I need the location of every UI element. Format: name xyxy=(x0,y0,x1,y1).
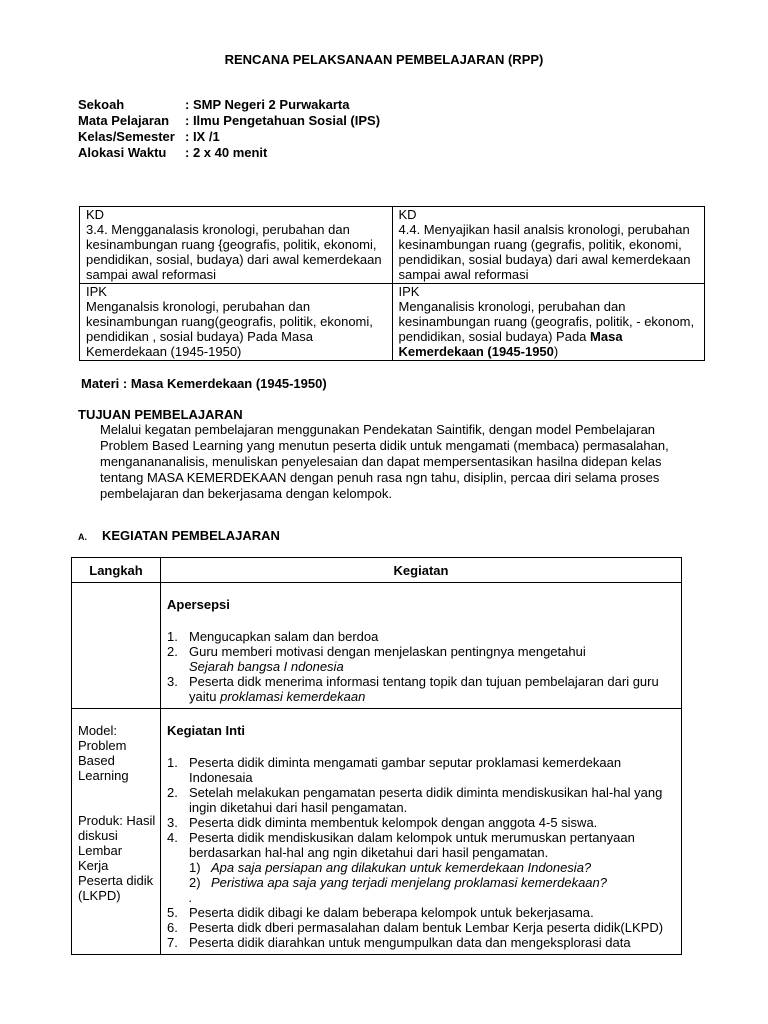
sub-question xyxy=(167,860,675,875)
identity-key: Alokasi Waktu xyxy=(78,145,167,160)
list-item xyxy=(167,629,675,644)
kd-ipk-table xyxy=(79,206,705,361)
apersepsi-title: Apersepsi xyxy=(167,597,230,612)
inti-list xyxy=(167,755,675,950)
section-marker: A. xyxy=(78,532,87,542)
page-title: RENCANA PELAKSANAAN PEMBELAJARAN (RPP) xyxy=(224,52,544,67)
kegiatan-table xyxy=(71,557,682,955)
ipk-label: IPK xyxy=(398,284,420,299)
item-number: 1. xyxy=(167,755,178,770)
apersepsi-cell xyxy=(161,583,682,709)
ipk-right-cell xyxy=(392,284,705,361)
list-item xyxy=(167,644,675,674)
list-item xyxy=(167,830,675,860)
ipk-text-b: Masa Kemerdekaan (1945-1950 xyxy=(398,329,623,359)
sub-text: Apa saja persiapan ang dilakukan untuk kemerdekaan Indonesia? xyxy=(211,860,592,875)
kd-text: 4.4. Menyajikan hasil analsis kronologi, perubahan kesinambungan ruang (gegrafis, politik, ekonomi, pendidikan, sosial budaya) dari awal kemerdekaan sampai awal reformasi xyxy=(398,222,691,282)
list-item xyxy=(167,815,675,830)
item-text: Peserta didik mendiskusikan dalam kelompok untuk merumuskan pertanyaan berdasarkan hal-hal ang ngin diketahui dari hasil pengamatan. xyxy=(189,830,635,860)
identity-value: : IX /1 xyxy=(185,129,220,144)
col-header-langkah: Langkah xyxy=(72,558,161,583)
list-item xyxy=(167,935,675,950)
ipk-text: Menganalsis kronologi, perubahan dan kesinambungan ruang(geografis, politik, ekonomi, pendidikan , sosial budaya) Pada Masa Kemerdekaan (1945-1950) xyxy=(86,299,373,359)
inti-title: Kegiatan Inti xyxy=(167,723,246,738)
langkah-cell-empty xyxy=(72,583,161,709)
list-item xyxy=(167,785,675,815)
kd-text: 3.4. Mengganalasis kronologi, perubahan dan kesinambungan ruang {geografis, politik, ekonomi, pendidikan, sosial, budaya) dari awal kemerdekaan sampai awal reformasi xyxy=(86,222,382,282)
model-label: Model: Problem Based Learning xyxy=(78,723,129,783)
kd-right-cell xyxy=(392,207,705,284)
ipk-text-c: ) xyxy=(553,344,559,359)
item-text: Peserta didik diminta mengamati gambar seputar proklamasi kemerdekaan Indonesaia xyxy=(189,755,622,785)
item-number: 2. xyxy=(167,644,178,659)
identity-row xyxy=(78,97,380,113)
list-item xyxy=(167,905,675,920)
item-text: Mengucapkan salam dan berdoa xyxy=(189,629,379,644)
kd-label: KD xyxy=(86,207,105,222)
identity-row xyxy=(78,129,380,145)
identity-key: Mata Pelajaran xyxy=(78,113,170,128)
sub-question xyxy=(167,875,675,890)
item-text: Guru memberi motivasi dengan menjelaskan pentingnya mengetahui xyxy=(189,644,586,659)
langkah-cell-model xyxy=(72,709,161,955)
item-text: Peserta didk menerima informasi tentang topik dan tujuan pembelajaran dari guru yaitu xyxy=(189,674,659,704)
materi-line: Materi : Masa Kemerdekaan (1945-1950) xyxy=(81,376,327,391)
item-number: 4. xyxy=(167,830,178,845)
sub-dot xyxy=(167,890,675,905)
produk-label: Produk: Hasil diskusi Lembar Kerja Peserta didik (LKPD) xyxy=(78,813,156,903)
inti-cell xyxy=(161,709,682,955)
identity-value: : Ilmu Pengetahuan Sosial (IPS) xyxy=(185,113,381,128)
identity-row xyxy=(78,113,380,129)
kegiatan-heading xyxy=(78,528,280,543)
item-number: 2. xyxy=(167,785,178,800)
ipk-text-a: Menganalisis kronologi, perubahan dan kesinambungan ruang (geografis, politik, - ekonom, pendidikan, sosial budaya) Pada xyxy=(398,299,695,344)
item-text: Peserta didik dibagi ke dalam beberapa kelompok untuk bekerjasama. xyxy=(189,905,594,920)
identity-key: Kelas/Semester xyxy=(78,129,175,144)
identity-value: : SMP Negeri 2 Purwakarta xyxy=(185,97,350,112)
list-item xyxy=(167,674,675,704)
kd-label: KD xyxy=(398,207,417,222)
item-text-wrap xyxy=(189,644,586,674)
item-text: Peserta didk dberi permasalahan dalam bentuk Lembar Kerja peserta didik(LKPD) xyxy=(189,920,664,935)
tujuan-text: Melalui kegatan pembelajaran menggunakan Pendekatan Saintifik, dengan model Pembelajaran Problem Based Learning yang menutun peserta didik untuk mengamati (membaca) permasalahan, menganananalisis, menuliskan penyelesaian dan dapat mempersentasikan hasilna didepan kelas tentang MASA KEMERDEKAAN dengan penuh rasa ngn tahu, disiplin, percaa diri selama proses pembelajaran dan bekerjasama dengan kelompok. xyxy=(100,422,669,501)
item-number: 6. xyxy=(167,920,178,935)
kd-left-cell xyxy=(80,207,393,284)
item-text: Setelah melakukan pengamatan peserta didik diminta mendiskusikan hal-hal yang ingin diketahui dari hasil pengamatan. xyxy=(189,785,663,815)
item-number: 7. xyxy=(167,935,178,950)
identity-value: : 2 x 40 menit xyxy=(185,145,268,160)
item-number: 1. xyxy=(167,629,178,644)
sub-text: Peristiwa apa saja yang terjadi menjelang proklamasi kemerdekaan? xyxy=(211,875,607,890)
item-number: 3. xyxy=(167,815,178,830)
list-item xyxy=(167,920,675,935)
sub-number: 1) xyxy=(189,860,201,875)
identity-block xyxy=(78,97,380,161)
tujuan-heading: TUJUAN PEMBELAJARAN xyxy=(78,407,243,422)
identity-key: Sekoah xyxy=(78,97,125,112)
kegiatan-heading-text: KEGIATAN PEMBELAJARAN xyxy=(102,528,280,543)
item-text-wrap xyxy=(189,674,675,704)
col-header-kegiatan: Kegiatan xyxy=(161,558,682,583)
ipk-text xyxy=(399,299,699,359)
item-number: 5. xyxy=(167,905,178,920)
identity-row xyxy=(78,145,380,161)
item-italic: Sejarah bangsa I ndonesia xyxy=(189,659,344,674)
item-text: Peserta didik diarahkan untuk mengumpulkan data dan mengeksplorasi data xyxy=(189,935,631,950)
item-text: Peserta didk diminta membentuk kelompok dengan anggota 4-5 siswa. xyxy=(189,815,598,830)
item-number: 3. xyxy=(167,674,178,689)
apersepsi-list xyxy=(167,629,675,704)
list-item xyxy=(167,755,675,785)
sub-dot-text: . xyxy=(189,890,193,905)
ipk-left-cell xyxy=(80,284,393,361)
ipk-label: IPK xyxy=(86,284,107,299)
sub-number: 2) xyxy=(189,875,201,890)
item-italic: proklamasi kemerdekaan xyxy=(220,689,366,704)
